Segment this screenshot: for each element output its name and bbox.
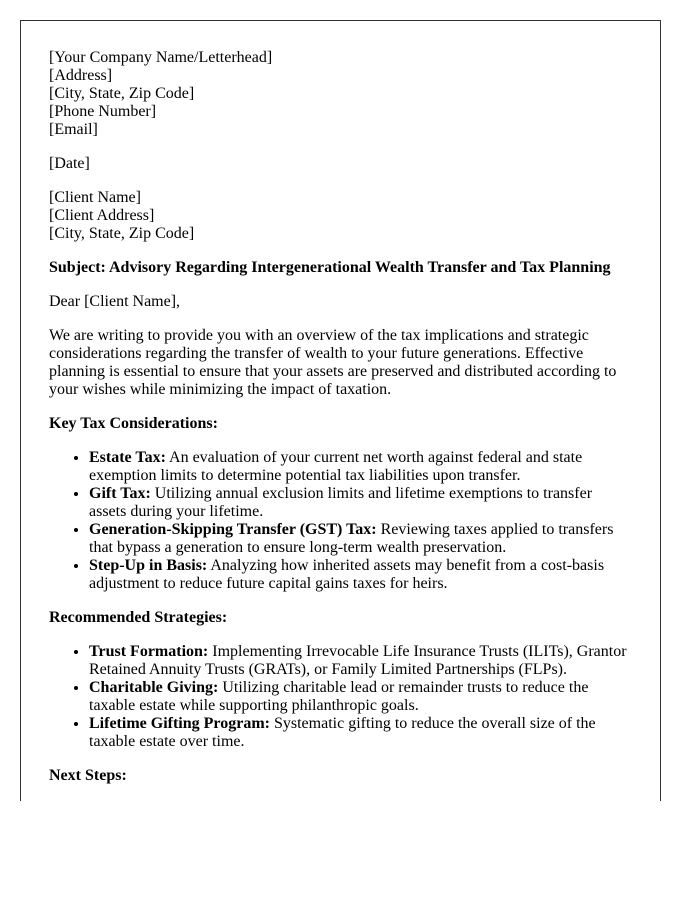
description: Utilizing charitable lead or remainder trusts to reduce the taxable estate while supporting philanthropic goals. [89, 679, 589, 714]
strategies-heading-text: Recommended Strategies: [49, 609, 228, 626]
strategies-heading [49, 609, 629, 627]
date: [Date] [49, 155, 90, 172]
list-item [89, 449, 629, 485]
list-item [89, 679, 629, 715]
key-heading-text: Key Tax Considerations: [49, 415, 218, 432]
term: Gift Tax: [89, 485, 151, 502]
description: Utilizing annual exclusion limits and lifetime exemptions to transfer assets during your lifetime. [89, 485, 593, 520]
description: An evaluation of your current net worth against federal and state exemption limits to determine potential tax liabilities upon transfer. [89, 449, 583, 484]
client-city: [City, State, Zip Code] [49, 225, 195, 242]
term: Generation-Skipping Transfer (GST) Tax: [89, 521, 377, 538]
sender-city: [City, State, Zip Code] [49, 85, 195, 102]
list-item [89, 715, 629, 751]
strategies-list [49, 643, 629, 751]
client-address: [Client Address] [49, 207, 155, 224]
sender-address: [Address] [49, 67, 113, 84]
sender-email: [Email] [49, 121, 98, 138]
sender-phone: [Phone Number] [49, 103, 157, 120]
subject-text: Subject: Advisory Regarding Intergenerational Wealth Transfer and Tax Planning [49, 259, 611, 276]
term: Charitable Giving: [89, 679, 219, 696]
term: Estate Tax: [89, 449, 166, 466]
key-list [49, 449, 629, 593]
key-heading [49, 415, 629, 433]
sender-block [49, 49, 629, 139]
term: Step-Up in Basis: [89, 557, 208, 574]
letter-page [20, 20, 661, 801]
client-name: [Client Name] [49, 189, 141, 206]
term: Lifetime Gifting Program: [89, 715, 270, 732]
term: Trust Formation: [89, 643, 209, 660]
next-steps-heading-text: Next Steps: [49, 767, 127, 784]
description: Reviewing taxes applied to transfers that bypass a generation to ensure long-term wealth preservation. [89, 521, 614, 556]
company-name: [Your Company Name/Letterhead] [49, 49, 273, 66]
next-steps-heading [49, 767, 629, 785]
description: Analyzing how inherited assets may benefit from a cost-basis adjustment to reduce future capital gains taxes for heirs. [89, 557, 605, 592]
recipient-block [49, 189, 629, 243]
list-item [89, 485, 629, 521]
salutation: Dear [Client Name], [49, 293, 181, 310]
list-item [89, 521, 629, 557]
description: Systematic gifting to reduce the overall size of the taxable estate over time. [89, 715, 596, 750]
list-item [89, 643, 629, 679]
list-item [89, 557, 629, 593]
description: Implementing Irrevocable Life Insurance Trusts (ILITs), Grantor Retained Annuity Trusts (GRATs), or Family Limited Partnerships (FLPs). [89, 643, 627, 678]
intro-paragraph: We are writing to provide you with an overview of the tax implications and strategic considerations regarding the transfer of wealth to your future generations. Effective planning is essential to ensure that your assets are preserved and distributed according to your wishes while minimizing the impact of taxation. [49, 327, 617, 398]
subject-line [49, 259, 629, 277]
